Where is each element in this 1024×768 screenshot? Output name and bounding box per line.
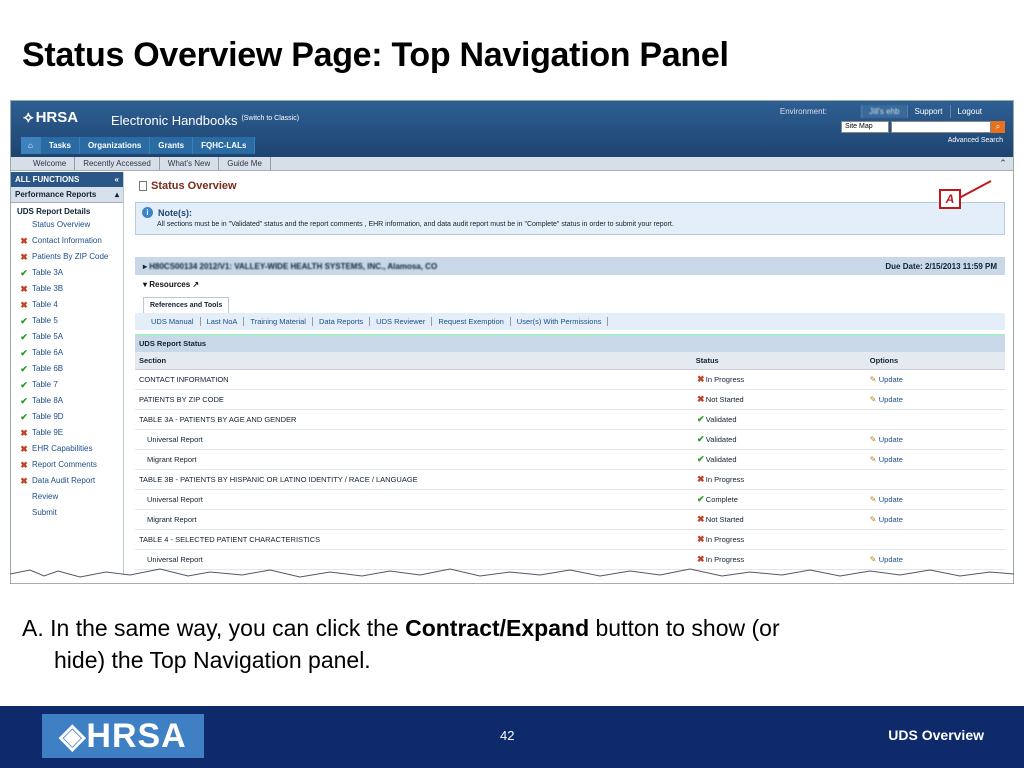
status-cell [692,530,866,550]
sidebar-item-label: Report Comments [32,460,97,469]
status-text: Not Started [705,395,744,404]
top-menu [861,105,989,118]
reference-link[interactable]: Data Reports [313,317,370,326]
reference-link[interactable]: Request Exemption [432,317,510,326]
ehb-screenshot [10,100,1014,580]
edit-icon: ✎ [869,455,879,464]
error-icon: ✖ [697,534,705,544]
sidebar-item[interactable] [11,361,123,377]
search-input[interactable] [891,121,991,133]
environment-label: Environment: [779,107,827,116]
notes-box: i Note(s): All sections must be in "Validated" status and the report comments , EHR information, and data audit report must be in "Complete" status in order to submit your report. [135,202,1005,235]
support-menu[interactable]: Support [907,105,950,118]
error-icon: ✖ [697,394,705,404]
status-cell [692,510,866,530]
sub-navigation [11,157,1013,171]
sidebar-item-label: Table 7 [32,380,58,389]
update-label: Update [878,515,903,524]
ehb-app-title: Electronic Handbooks $^{(Switch to Classic)}$ [111,113,300,128]
page-number: 42 [500,728,515,743]
table-row [135,530,1005,550]
sidebar-item-label: Review [32,492,59,501]
sidebar-item-label: Table 5A [32,332,64,341]
sidebar-item-label: Table 3A [32,268,64,277]
options-cell [866,370,1005,390]
sidebar-item-label: Table 4 [32,300,58,309]
resources-toggle[interactable]: ▾ Resources ↗ [143,280,200,289]
external-link-icon: ↗ [192,280,200,289]
tab-fqhc-lals[interactable]: FQHC-LALs [193,137,255,154]
update-link[interactable] [870,495,903,504]
options-cell [866,430,1005,450]
subnav-welcome[interactable]: Welcome [25,157,75,170]
note-text: All sections must be in "Validated" status and the report comments , EHR information, and data audit report must be in "Complete" status in order to submit your report. [157,221,674,228]
reference-link[interactable]: UDS Manual [145,317,201,326]
update-link[interactable] [870,375,903,384]
slide-caption: A. In the same way, you can click the Contract/Expand button to show (or hide) the Top Navigation panel. [22,615,780,673]
update-label: Update [878,435,903,444]
status-text: Validated [705,415,737,424]
sidebar-item[interactable] [11,249,123,265]
check-icon: ✔ [20,364,28,374]
home-icon[interactable]: ⌂ [21,137,41,154]
page-title: Status Overview [135,172,1005,196]
tab-references-tools[interactable]: References and Tools [143,297,229,313]
column-status: Status [692,352,866,370]
table-row [135,390,1005,410]
options-cell [866,390,1005,410]
check-icon: ✔ [20,396,28,406]
options-cell [866,490,1005,510]
sidebar-item[interactable] [11,393,123,409]
contract-expand-button[interactable]: ⌃ [999,158,1007,168]
sidebar-item-label: Table 9E [32,428,64,437]
uds-status-table [135,352,1005,570]
subnav-whats-new[interactable]: What's New [160,157,219,170]
switch-to-classic-link[interactable]: (Switch to Classic) [241,114,300,122]
reference-link[interactable]: User(s) With Permissions [511,317,609,326]
table-row [135,450,1005,470]
status-text: In Progress [705,555,745,564]
table-row [135,510,1005,530]
sidebar-item[interactable] [11,377,123,393]
check-icon: ✔ [697,494,705,504]
status-cell [692,430,866,450]
check-icon: ✔ [20,348,28,358]
sidebar-item-label: EHR Capabilities [32,444,93,453]
table-row [135,470,1005,490]
sidebar-item[interactable] [11,409,123,425]
status-text: Validated [705,435,737,444]
hrsa-footer-logo: ◈HRSA [42,714,204,758]
section-cell: TABLE 3A - PATIENTS BY AGE AND GENDER [135,410,692,430]
tab-organizations[interactable]: Organizations [80,137,150,154]
status-cell [692,370,866,390]
status-cell [692,470,866,490]
sidebar-item[interactable] [11,425,123,441]
error-icon: ✖ [20,444,28,454]
sidebar-item[interactable] [11,313,123,329]
top-navigation-panel [11,101,1013,157]
status-text: In Progress [705,375,745,384]
status-text: In Progress [705,535,745,544]
uds-report-status-title: UDS Report Status [135,334,1005,352]
sidebar-item-label: Table 6A [32,348,64,357]
options-cell [866,450,1005,470]
status-text: In Progress [705,475,745,484]
main-content [135,172,1005,579]
edit-icon: ✎ [869,435,879,444]
footer-title: UDS Overview [888,727,984,743]
status-cell [692,410,866,430]
check-icon: ✔ [20,332,28,342]
sidebar-item[interactable] [11,457,123,473]
sidebar-item-label: Table 6B [32,364,64,373]
logout-link[interactable]: Logout [950,105,989,118]
error-icon: ✖ [20,300,28,310]
section-cell: Universal Report [135,550,692,570]
section-cell: TABLE 3B - PATIENTS BY HISPANIC OR LATINO IDENTITY / RACE / LANGUAGE [135,470,692,490]
column-options: Options [866,352,1005,370]
error-icon: ✖ [20,460,28,470]
sidebar-items [11,217,123,521]
update-label: Update [878,555,903,564]
sidebar-item-label: Table 9D [32,412,64,421]
reference-link[interactable]: UDS Reviewer [370,317,432,326]
update-link[interactable] [870,435,903,444]
check-icon: ✔ [697,414,705,424]
info-icon: i [142,207,153,218]
update-label: Update [878,375,903,384]
sidebar-item[interactable] [11,505,123,521]
update-label: Update [878,395,903,404]
options-cell [866,410,1005,430]
check-icon: ✔ [20,412,28,422]
torn-edge [10,560,1014,584]
sidebar-item-label: Status Overview [32,220,91,229]
search-icon[interactable]: ⌕ [991,121,1005,133]
section-cell: Migrant Report [135,450,692,470]
table-row [135,370,1005,390]
performance-reports-section[interactable]: Performance Reports ▴ [11,187,123,203]
error-icon: ✖ [697,474,705,484]
check-icon: ✔ [697,434,705,444]
ehb-logo[interactable]: ⟡ HRSA [23,109,79,126]
section-cell: TABLE 4 - SELECTED PATIENT CHARACTERISTICS [135,530,692,550]
sidebar-item[interactable] [11,489,123,505]
sidebar-item[interactable] [11,281,123,297]
sidebar-item[interactable] [11,345,123,361]
tab-tasks[interactable]: Tasks [41,137,80,154]
edit-icon: ✎ [869,395,879,404]
sidebar-item-label: Table 5 [32,316,58,325]
reference-link[interactable]: Training Material [244,317,313,326]
expand-arrow-icon[interactable]: ▸ [143,261,148,271]
sidebar-item[interactable] [11,473,123,489]
main-nav-tabs [21,137,255,154]
slide-title: Status Overview Page: Top Navigation Panel [22,36,729,74]
update-link[interactable] [870,395,903,404]
edit-icon: ✎ [869,555,879,564]
status-cell [692,390,866,410]
edit-icon: ✎ [869,375,879,384]
tab-grants[interactable]: Grants [150,137,193,154]
options-cell [866,510,1005,530]
user-menu[interactable]: Jill's ehb [861,105,906,118]
sidebar-item[interactable] [11,329,123,345]
grant-bar[interactable] [135,257,1005,275]
sidebar-item-label: Table 3B [32,284,64,293]
advanced-search-link[interactable]: Advanced Search [947,137,1003,144]
column-section: Section [135,352,692,370]
document-icon [139,181,147,191]
status-text: Not Started [705,515,744,524]
update-link[interactable] [870,455,903,464]
due-date: Due Date: 2/15/2013 11:59 PM [885,261,997,271]
sidebar-item[interactable] [11,233,123,249]
sidebar-item-label: Submit [32,508,57,517]
sidebar-item-label: Table 8A [32,396,64,405]
options-cell [866,530,1005,550]
subnav-recently-accessed[interactable]: Recently Accessed [75,157,160,170]
reference-links [135,313,1005,330]
error-icon: ✖ [20,252,28,262]
status-cell [692,450,866,470]
left-sidebar [11,172,124,579]
edit-icon: ✎ [869,515,879,524]
edit-icon: ✎ [869,495,879,504]
sidebar-item[interactable] [11,265,123,281]
section-cell: Universal Report [135,430,692,450]
error-icon: ✖ [20,236,28,246]
error-icon: ✖ [20,284,28,294]
options-cell [866,470,1005,490]
check-icon: ✔ [20,316,28,326]
error-icon: ✖ [697,374,705,384]
error-icon: ✖ [20,476,28,486]
sidebar-item[interactable] [11,297,123,313]
section-cell: Migrant Report [135,510,692,530]
error-icon: ✖ [697,514,705,524]
error-icon: ✖ [697,554,705,564]
hrsa-eagle-icon: ⟡ [23,109,34,126]
sidebar-item-label: Data Audit Report [32,476,96,485]
sidebar-item-label: Patients By ZIP Code [32,252,109,261]
sidebar-group-title: UDS Report Details [17,207,91,216]
table-row [135,410,1005,430]
section-cell: Universal Report [135,490,692,510]
status-text: Complete [705,495,738,504]
sidebar-item[interactable] [11,217,123,233]
sitemap-select[interactable]: Site Map [841,121,889,133]
section-cell: CONTACT INFORMATION [135,370,692,390]
callout-a: A [939,189,961,209]
table-row [135,430,1005,450]
collapse-arrow-icon: ▾ [143,280,148,289]
table-row [135,490,1005,510]
check-icon: ✔ [20,380,28,390]
status-cell [692,490,866,510]
sidebar-item-label: Contact Information [32,236,102,245]
check-icon: ✔ [697,454,705,464]
reference-link[interactable]: Last NoA [201,317,245,326]
section-cell: PATIENTS BY ZIP CODE [135,390,692,410]
subnav-guide-me[interactable]: Guide Me [219,157,271,170]
grant-id: H80CS00134 2012/V1: VALLEY-WIDE HEALTH SYSTEMS, INC., Alamosa, CO [149,261,438,271]
update-label: Update [878,495,903,504]
error-icon: ✖ [20,428,28,438]
collapse-left-icon[interactable]: « [114,175,119,184]
all-functions-header[interactable]: ALL FUNCTIONS « [11,172,123,187]
slide-footer [0,706,1024,768]
status-text: Validated [705,455,737,464]
check-icon: ✔ [20,268,28,278]
update-label: Update [878,455,903,464]
update-link[interactable] [870,515,903,524]
collapse-up-icon[interactable]: ▴ [114,190,119,199]
sidebar-item[interactable] [11,441,123,457]
caption-bold-term: Contract/Expand [405,615,590,641]
